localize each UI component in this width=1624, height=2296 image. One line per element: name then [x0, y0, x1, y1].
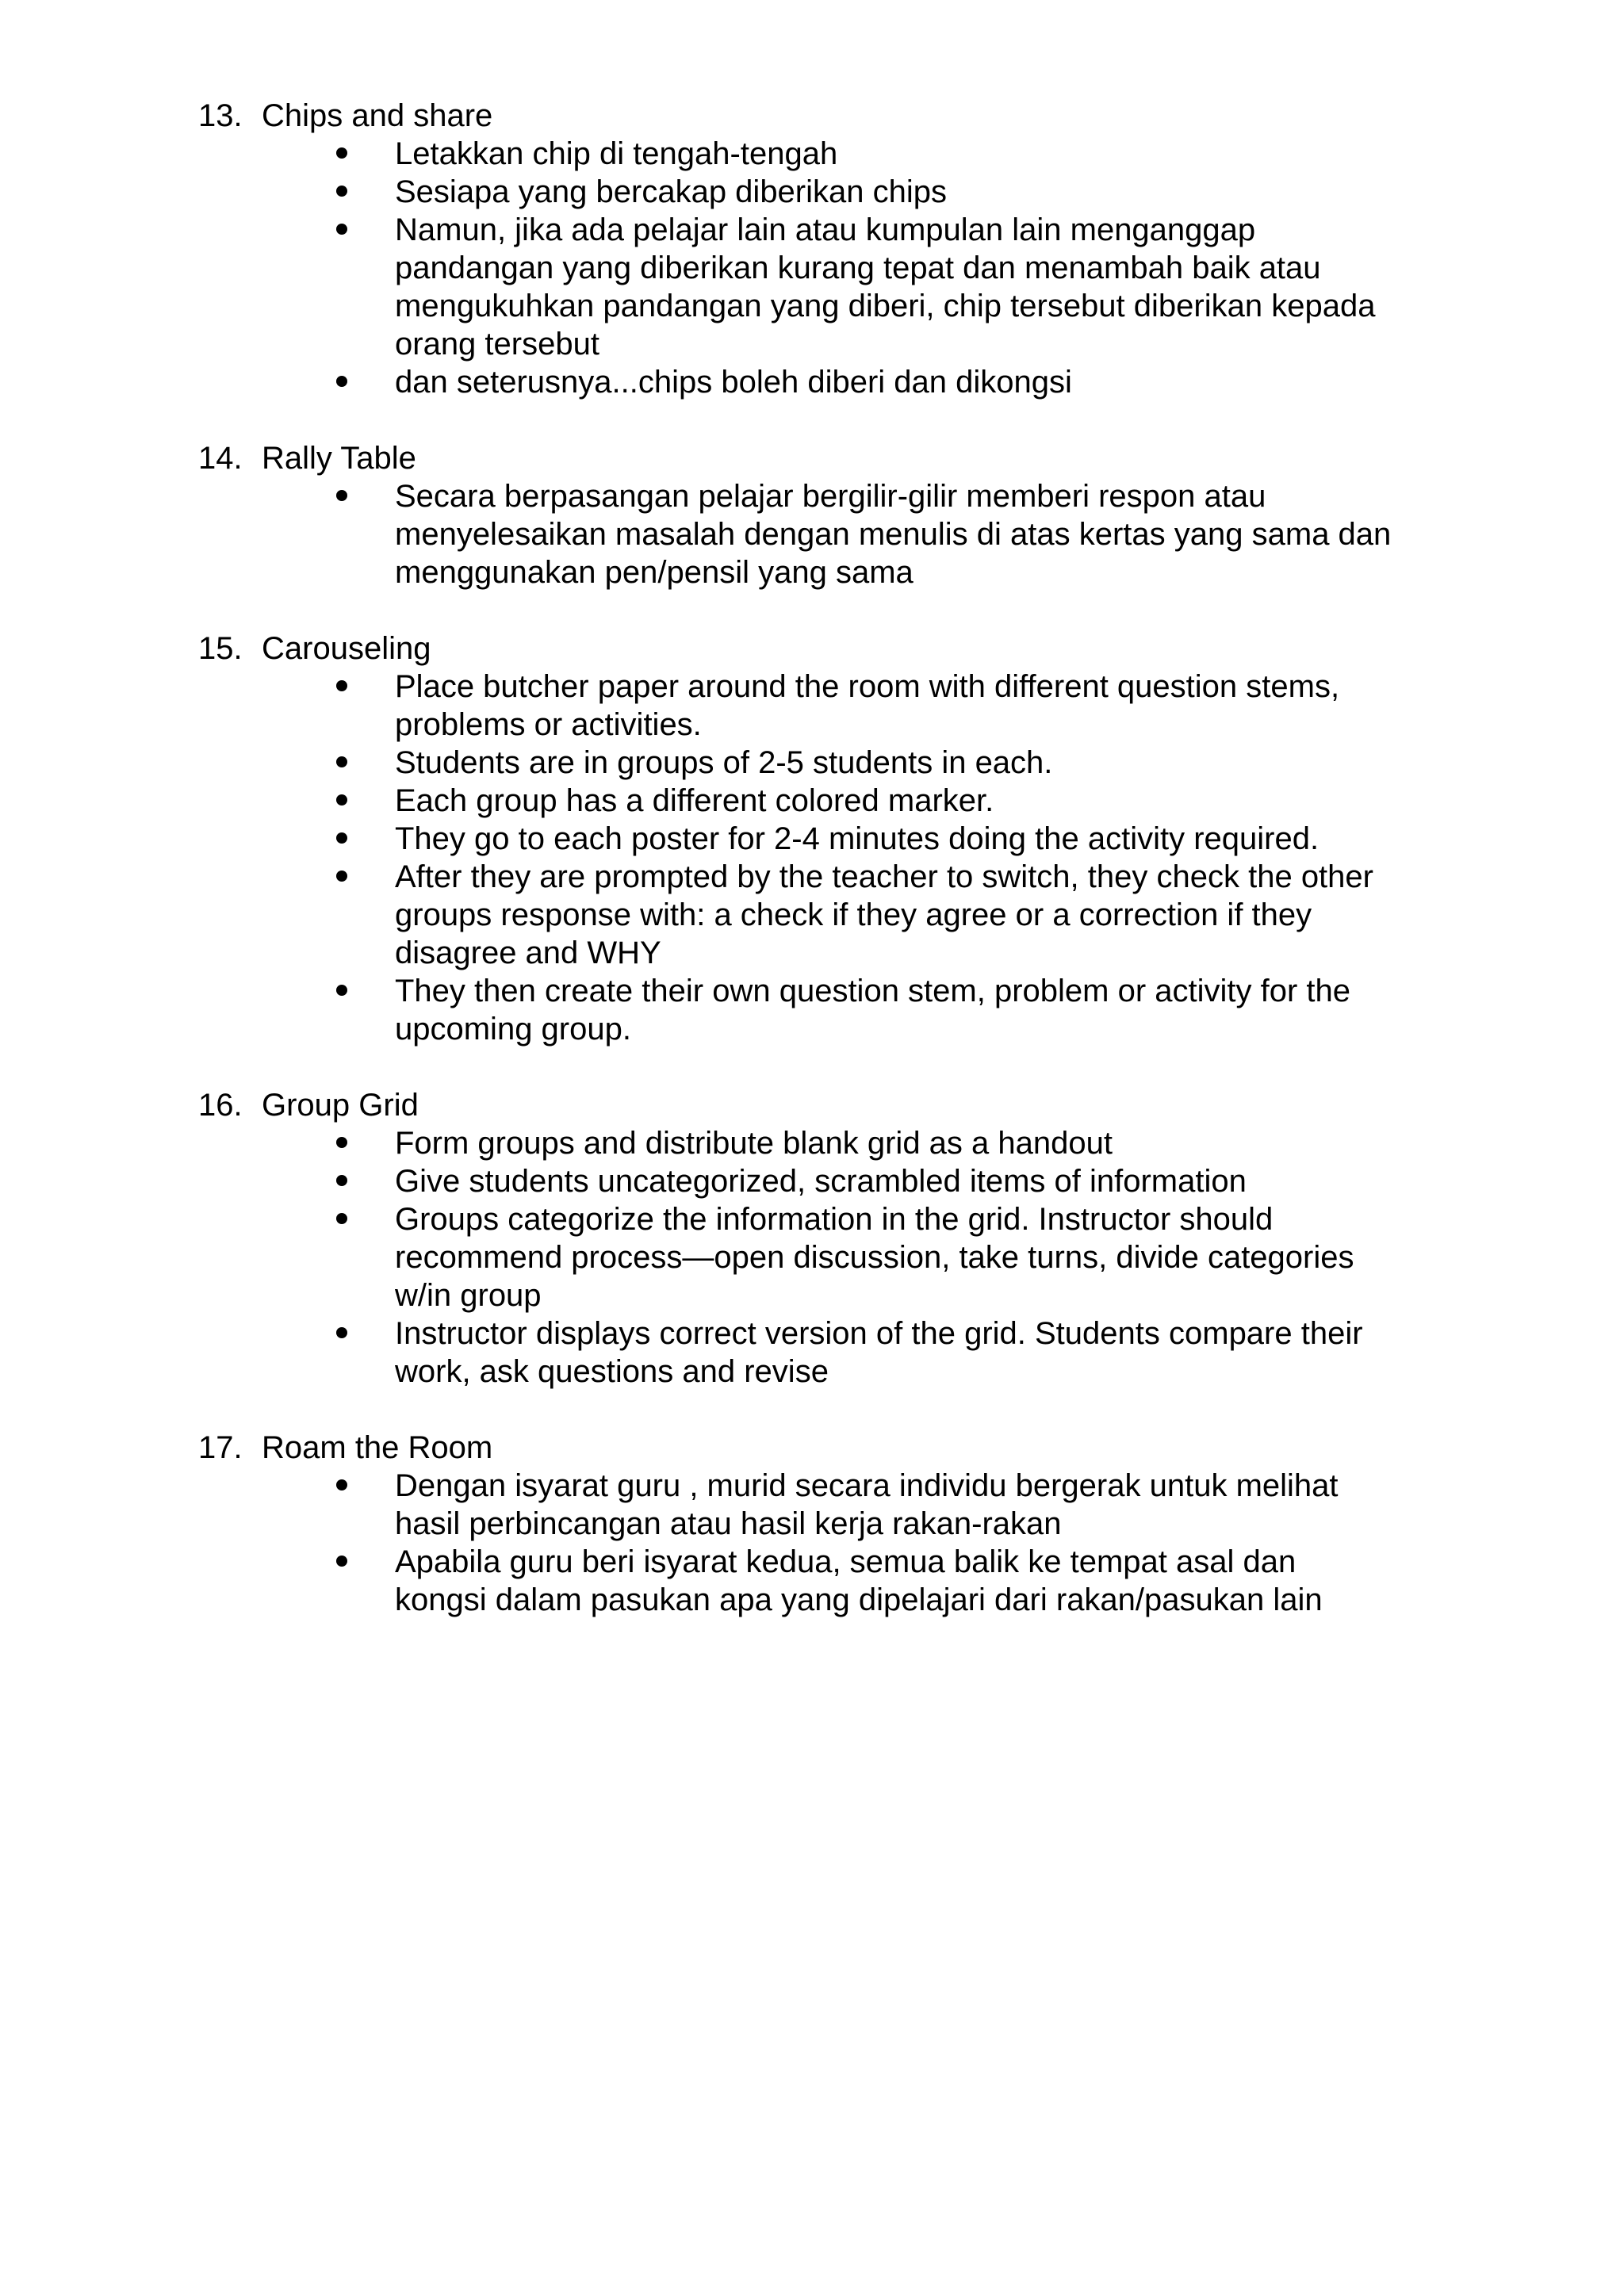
- section-14: [198, 439, 1435, 591]
- list-item-text: Give students uncategorized, scrambled items of information: [395, 1164, 1247, 1199]
- bullet-list: [198, 668, 1435, 1048]
- bullet-icon: [336, 680, 347, 691]
- list-item-text: Sesiapa yang bercakap diberikan chips: [395, 174, 947, 209]
- section-title: Roam the Room: [262, 1430, 493, 1465]
- bullet-icon: [336, 985, 347, 996]
- list-item: [395, 1200, 1435, 1314]
- list-item: [395, 820, 1435, 858]
- list-item-text: Letakkan chip di tengah-tengah: [395, 136, 838, 171]
- section-17: [198, 1429, 1435, 1619]
- list-item-text: They go to each poster for 2-4 minutes doing the activity required.: [395, 821, 1320, 856]
- bullet-list: [198, 135, 1435, 401]
- list-item-text: Namun, jika ada pelajar lain atau kumpulan lain menganggap pandangan yang diberikan kurang tepat dan menambah baik atau mengukuhkan pandangan yang diberi, chip tersebut diberikan kepada orang tersebut: [395, 212, 1376, 362]
- bullet-icon: [336, 832, 347, 844]
- section-heading: [198, 1429, 1435, 1467]
- list-item: [395, 1314, 1435, 1391]
- bullet-icon: [336, 1137, 347, 1148]
- list-item: [395, 782, 1435, 820]
- section-heading: [198, 1086, 1435, 1124]
- section-title: Group Grid: [262, 1088, 419, 1123]
- bullet-icon: [336, 756, 347, 767]
- section-number: 15.: [198, 631, 243, 666]
- list-item: [395, 668, 1435, 744]
- bullet-icon: [336, 1556, 347, 1567]
- section-heading: [198, 629, 1435, 668]
- list-item-text: Each group has a different colored marker.: [395, 783, 994, 818]
- section-13: [198, 97, 1435, 401]
- list-item-text: Form groups and distribute blank grid as a handout: [395, 1126, 1113, 1161]
- list-item-text: Secara berpasangan pelajar bergilir-gilir memberi respon atau menyelesaikan masalah dengan menulis di atas kertas yang sama dan menggunakan pen/pensil yang sama: [395, 479, 1392, 590]
- list-item: [395, 972, 1435, 1048]
- bullet-icon: [336, 186, 347, 197]
- bullet-list: [198, 1467, 1435, 1619]
- list-item: [395, 1124, 1435, 1162]
- list-item-text: dan seterusnya...chips boleh diberi dan dikongsi: [395, 365, 1072, 400]
- list-item: [395, 173, 1435, 211]
- bullet-icon: [336, 1175, 347, 1186]
- bullet-icon: [336, 376, 347, 387]
- bullet-icon: [336, 1327, 347, 1338]
- section-title: Carouseling: [262, 631, 431, 666]
- list-item-text: Groups categorize the information in the grid. Instructor should recommend process—open discussion, take turns, divide categories w/in group: [395, 1202, 1354, 1313]
- bullet-icon: [336, 1213, 347, 1224]
- section-title: Chips and share: [262, 98, 493, 133]
- list-item: [395, 363, 1435, 401]
- bullet-icon: [336, 490, 347, 501]
- list-item-text: Place butcher paper around the room with different question stems, problems or activities.: [395, 669, 1340, 742]
- list-item: [395, 858, 1435, 972]
- section-number: 13.: [198, 98, 243, 133]
- list-item-text: They then create their own question stem, problem or activity for the upcoming group.: [395, 974, 1351, 1047]
- bullet-icon: [336, 1479, 347, 1490]
- bullet-list: [198, 477, 1435, 591]
- list-item: [395, 744, 1435, 782]
- bullet-list: [198, 1124, 1435, 1391]
- list-item: [395, 211, 1435, 363]
- list-item-text: Students are in groups of 2-5 students in each.: [395, 745, 1053, 780]
- section-16: [198, 1086, 1435, 1391]
- section-number: 16.: [198, 1088, 243, 1123]
- section-heading: [198, 97, 1435, 135]
- section-number: 14.: [198, 441, 243, 476]
- list-item: [395, 135, 1435, 173]
- list-item-text: After they are prompted by the teacher to switch, they check the other groups response with: a check if they agree or a correction if they disagree and WHY: [395, 859, 1373, 970]
- bullet-icon: [336, 147, 347, 159]
- document-content: [198, 97, 1435, 1657]
- list-item: [395, 477, 1435, 591]
- list-item-text: Instructor displays correct version of the grid. Students compare their work, ask questions and revise: [395, 1316, 1363, 1389]
- list-item: [395, 1162, 1435, 1200]
- list-item: [395, 1467, 1435, 1543]
- bullet-icon: [336, 871, 347, 882]
- list-item-text: Dengan isyarat guru , murid secara individu bergerak untuk melihat hasil perbincangan atau hasil kerja rakan-rakan: [395, 1468, 1339, 1541]
- section-15: [198, 629, 1435, 1048]
- bullet-icon: [336, 224, 347, 235]
- section-heading: [198, 439, 1435, 477]
- bullet-icon: [336, 794, 347, 806]
- section-number: 17.: [198, 1430, 243, 1465]
- list-item-text: Apabila guru beri isyarat kedua, semua balik ke tempat asal dan kongsi dalam pasukan apa yang dipelajari dari rakan/pasukan lain: [395, 1544, 1323, 1617]
- section-title: Rally Table: [262, 441, 416, 476]
- list-item: [395, 1543, 1435, 1619]
